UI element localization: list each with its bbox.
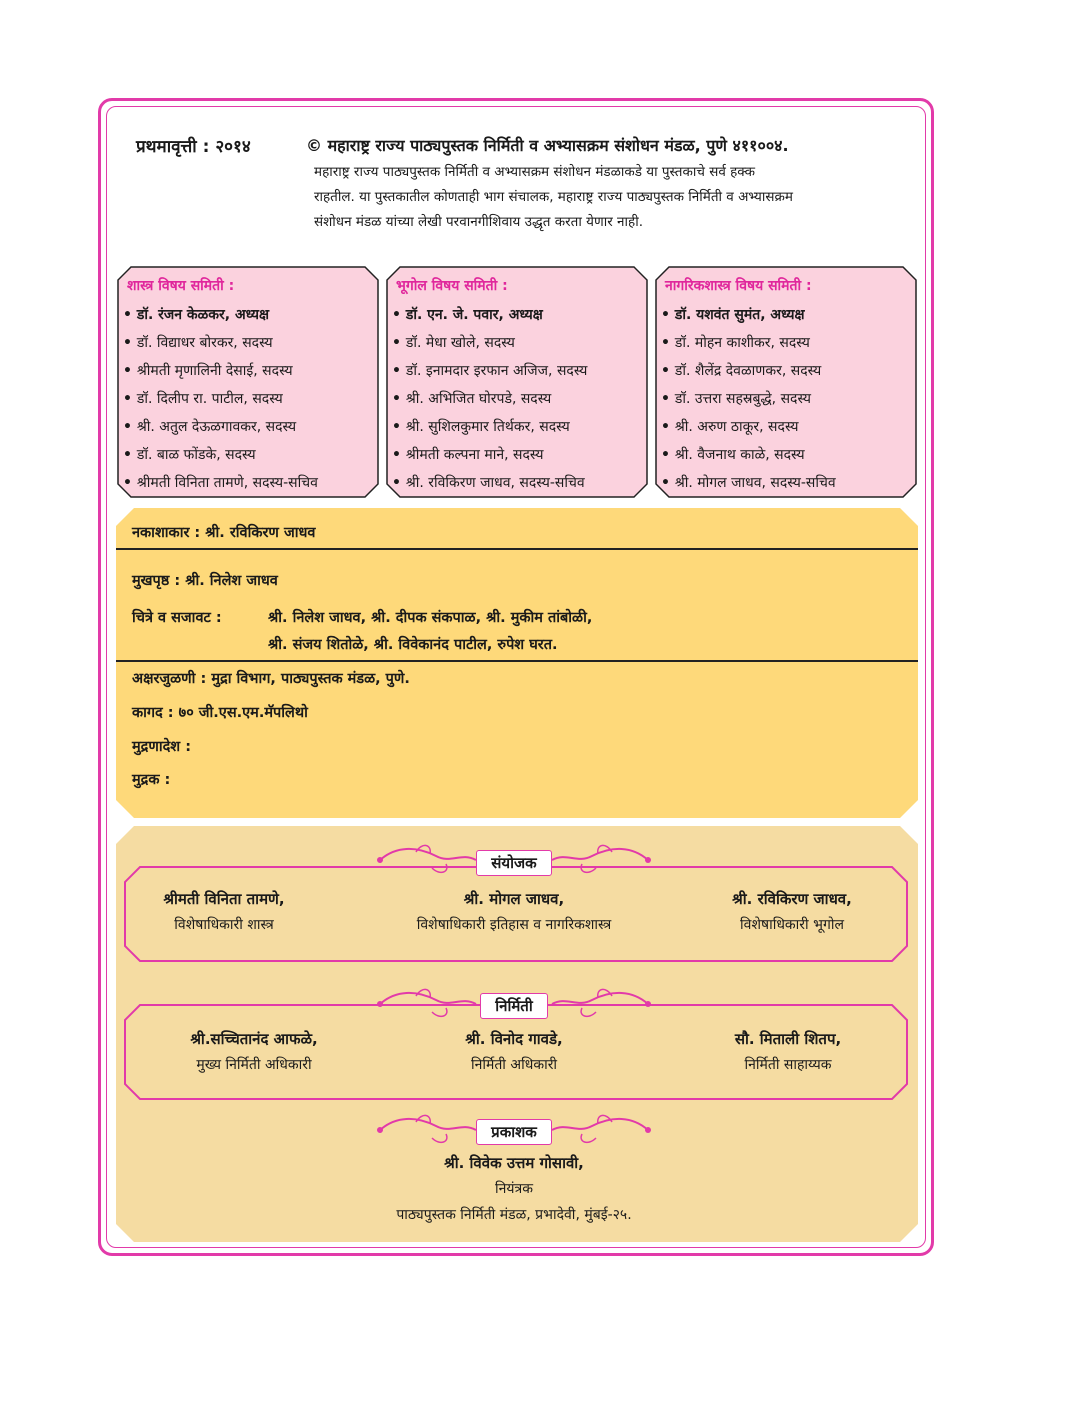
committee-member: • श्री. वैजनाथ काळे, सदस्य [661,441,836,469]
publisher-title-label: प्रकाशक [476,1119,552,1145]
person-name: सौ. मिताली शितप, [734,1030,842,1048]
committee-title: शास्त्र विषय समिती : [127,278,235,294]
committee-chair: • डॉ. यशवंत सुमंत, अध्यक्ष [661,301,836,329]
publisher-person [284,1150,744,1228]
print-order-label: मुद्रणादेश : [132,739,192,755]
committee-member: • श्रीमती कल्पना माने, सदस्य [392,441,587,469]
civics-committee-box [655,266,917,498]
rights-line: राहतील. या पुस्तकातील कोणताही भाग संचालक, महाराष्ट्र राज्य पाठ्यपुस्तक निर्मिती व अभ्यासक्रम [314,189,793,205]
production-title-label: निर्मिती [480,993,548,1019]
committee-title: नागरिकशास्त्र विषय समिती : [665,278,812,294]
committee-member: • डॉ. विद्याधर बोरकर, सदस्य [123,329,318,357]
production-person [658,1026,918,1078]
committee-member: • श्रीमती विनिता तामणे, सदस्य-सचिव [123,469,318,497]
committee-member: • डॉ. इनामदार इरफान अजिज, सदस्य [392,357,587,385]
committee-chair: • डॉ. एन. जे. पवार, अध्यक्ष [392,301,587,329]
committee-member: • श्री. अभिजित घोरपडे, सदस्य [392,385,587,413]
paper-credit: कागद : ७० जी.एस.एम.मॅपलिथो [132,705,308,721]
committee-member: • डॉ. मोहन काशीकर, सदस्य [661,329,836,357]
cartographer-credit: नकाशाकार : श्री. रविकिरण जाधव [132,525,316,541]
committee-member: • डॉ. उत्तरा सहस्रबुद्धे, सदस्य [661,385,836,413]
production-person [384,1026,644,1078]
committee-member-list [123,301,318,497]
illustrations-credit-line: श्री. संजय शितोळे, श्री. विवेकानंद पाटील, रुपेश घरत. [268,637,558,653]
person-name: श्री. रविकिरण जाधव, [732,890,852,908]
credits-panel [116,508,918,818]
committee-member: • श्री. सुशिलकुमार तिर्थकर, सदस्य [392,413,587,441]
person-name: श्रीमती विनिता तामणे, [163,890,285,908]
illustrations-credit-line: श्री. निलेश जाधव, श्री. दीपक संकपाळ, श्री. मुकीम तांबोळी, [268,610,593,626]
committee-member-list [392,301,587,497]
production-person [124,1026,384,1078]
geography-committee-box [386,266,648,498]
person-name: श्री.सच्चितानंद आफळे, [190,1030,318,1048]
committee-member: • डॉ. दिलीप रा. पाटील, सदस्य [123,385,318,413]
committee-member: • श्रीमती मृणालिनी देसाई, सदस्य [123,357,318,385]
divider-line [116,660,918,662]
committee-member: • डॉ. बाळ फोंडके, सदस्य [123,441,318,469]
person-name: श्री. विनोद गावडे, [465,1030,563,1048]
committee-member: • श्री. मोगल जाधव, सदस्य-सचिव [661,469,836,497]
rights-line: संशोधन मंडळ यांच्या लेखी परवानगीशिवाय उद्धृत करता येणार नाही. [314,214,643,230]
coordinator-person [94,886,354,938]
committee-member: • श्री. अरुण ठाकूर, सदस्य [661,413,836,441]
committee-title: भूगोल विषय समिती : [396,278,508,294]
person-role: निर्मिती अधिकारी [470,1057,558,1073]
person-role: विशेषाधिकारी भूगोल [740,917,844,933]
publisher-address: पाठ्यपुस्तक निर्मिती मंडळ, प्रभादेवी, मुंबई-२५. [396,1207,632,1223]
cover-credit: मुखपृष्ठ : श्री. निलेश जाधव [132,573,278,589]
committee-member: • डॉ. शैलेंद्र देवळाणकर, सदस्य [661,357,836,385]
copyright-line: © महाराष्ट्र राज्य पाठ्यपुस्तक निर्मिती व अभ्यासक्रम संशोधन मंडळ, पुणे ४११००४. [306,136,789,155]
person-role: नियंत्रक [495,1181,533,1197]
typesetting-credit: अक्षरजुळणी : मुद्रा विभाग, पाठ्यपुस्तक मंडळ, पुणे. [132,671,410,687]
committee-member: • श्री. अतुल देऊळगावकर, सदस्य [123,413,318,441]
coordinators-title-label: संयोजक [476,850,551,876]
edition-line: प्रथमावृत्ती : २०१४ [136,137,251,157]
rights-line: महाराष्ट्र राज्य पाठ्यपुस्तक निर्मिती व अभ्यासक्रम संशोधन मंडळाकडे या पुस्तकाचे सर्व हक्क [314,164,756,180]
coordinator-person [662,886,922,938]
coordinator-person [384,886,644,938]
committee-member: • श्री. रविकिरण जाधव, सदस्य-सचिव [392,469,587,497]
committee-member-list [661,301,836,497]
committee-chair: • डॉ. रंजन केळकर, अध्यक्ष [123,301,318,329]
person-name: श्री. मोगल जाधव, [463,890,565,908]
illustrations-label: चित्रे व सजावट : [132,610,222,626]
divider-line [116,548,918,550]
committee-member: • डॉ. मेधा खोले, सदस्य [392,329,587,357]
person-name: श्री. विवेक उत्तम गोसावी, [444,1154,584,1172]
rights-notice [314,160,910,235]
person-role: विशेषाधिकारी शास्त्र [174,917,274,933]
person-role: निर्मिती साहाय्यक [744,1057,832,1073]
person-role: विशेषाधिकारी इतिहास व नागरिकशास्त्र [416,917,612,933]
science-committee-box [117,266,379,498]
printer-label: मुद्रक : [132,772,171,788]
person-role: मुख्य निर्मिती अधिकारी [196,1057,312,1073]
credits-panel-shape [116,508,918,818]
